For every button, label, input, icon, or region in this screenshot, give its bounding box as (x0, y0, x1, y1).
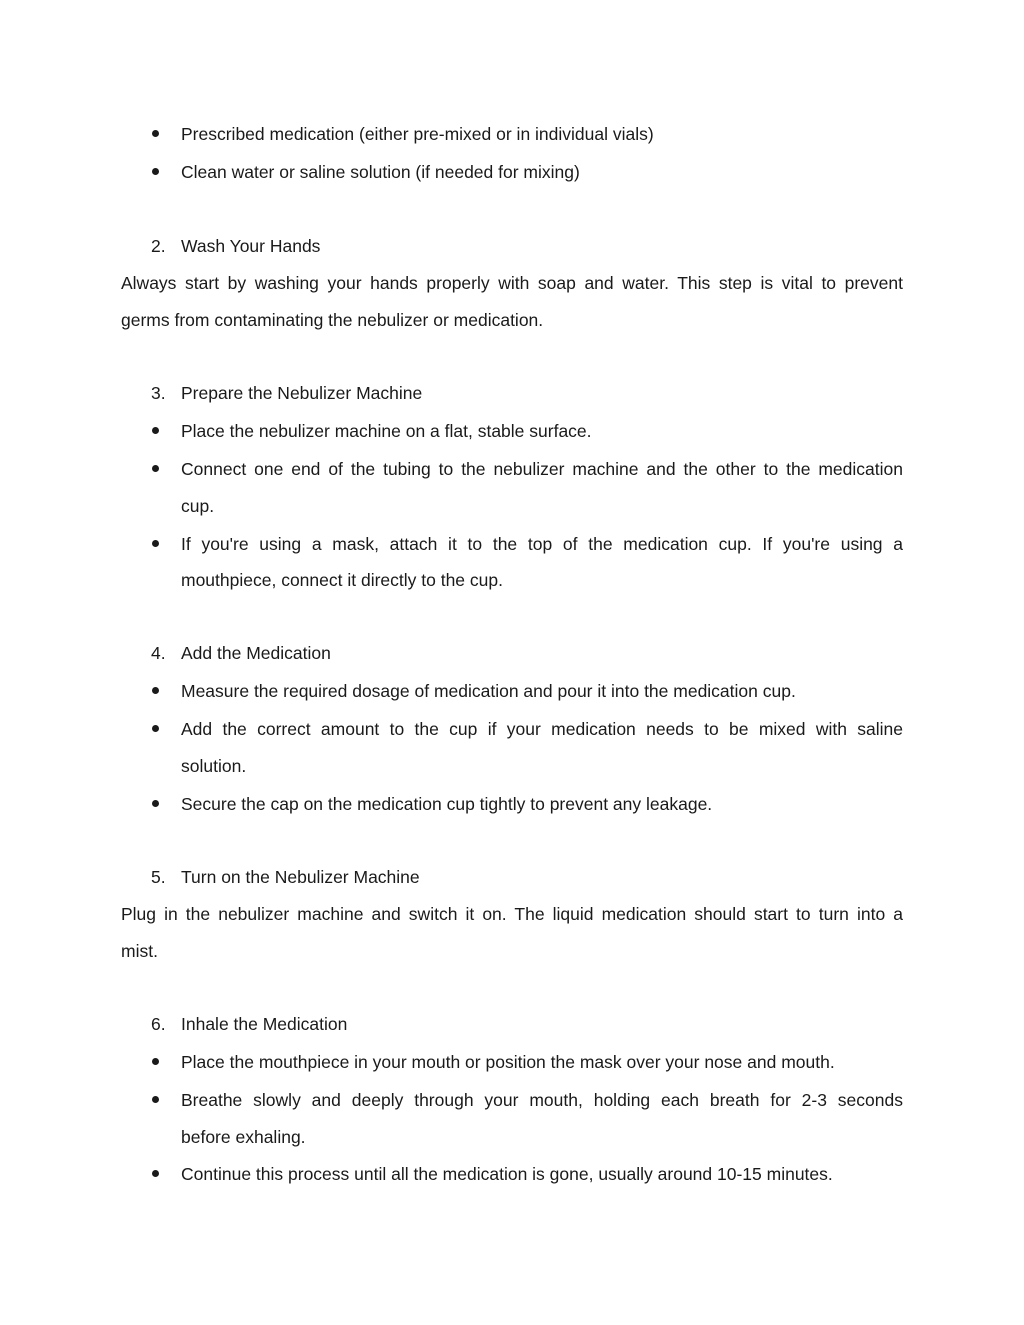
step-5-heading: Turn on the Nebulizer Machine (181, 867, 420, 887)
intro-bullet-2: Clean water or saline solution (if needed for mixing) (181, 162, 580, 182)
bullet-icon (152, 725, 159, 732)
bullet-icon (152, 687, 159, 694)
step-4-number: 4. (151, 643, 166, 663)
bullet-icon (152, 800, 159, 807)
step-4-heading: Add the Medication (181, 643, 331, 663)
bullet-icon (152, 465, 159, 472)
step-6-bullet-1: Place the mouthpiece in your mouth or position the mask over your nose and mouth. (181, 1052, 835, 1072)
bullet-icon (152, 1170, 159, 1177)
step-2-heading: Wash Your Hands (181, 236, 321, 256)
step-3-bullet-2-line-1: Connect one end of the tubing to the nebulizer machine and the other to the medication (181, 459, 903, 479)
step-6-bullet-2-line-1: Breathe slowly and deeply through your mouth, holding each breath for 2-3 seconds (181, 1090, 903, 1110)
step-3-bullet-2-line-2: cup. (181, 496, 215, 516)
step-3-number: 3. (151, 383, 166, 403)
step-4-bullet-2-line-2: solution. (181, 756, 247, 776)
step-3-heading: Prepare the Nebulizer Machine (181, 383, 423, 403)
step-2-number: 2. (151, 236, 166, 256)
bullet-icon (152, 1096, 159, 1103)
intro-bullet-1: Prescribed medication (either pre-mixed or in individual vials) (181, 124, 654, 144)
step-6-number: 6. (151, 1014, 166, 1034)
bullet-icon (152, 130, 159, 137)
step-6-bullet-3: Continue this process until all the medication is gone, usually around 10-15 minutes. (181, 1164, 833, 1184)
step-4-bullet-1: Measure the required dosage of medication and pour it into the medication cup. (181, 681, 796, 701)
bullet-icon (152, 168, 159, 175)
step-3-bullet-3-line-2: mouthpiece, connect it directly to the cup. (181, 570, 503, 590)
step-4-bullet-3: Secure the cap on the medication cup tightly to prevent any leakage. (181, 794, 713, 814)
step-3-bullet-3-line-1: If you're using a mask, attach it to the top of the medication cup. If you're using a (181, 534, 903, 554)
bullet-icon (152, 540, 159, 547)
bullet-icon (152, 427, 159, 434)
step-2-paragraph-line-2: germs from contaminating the nebulizer or medication. (121, 310, 544, 330)
step-5-number: 5. (151, 867, 166, 887)
step-5-paragraph-line-1: Plug in the nebulizer machine and switch it on. The liquid medication should start to turn into a (121, 904, 903, 924)
step-5-paragraph-line-2: mist. (121, 941, 158, 961)
step-2-paragraph-line-1: Always start by washing your hands properly with soap and water. This step is vital to prevent (121, 273, 903, 293)
step-6-bullet-2-line-2: before exhaling. (181, 1127, 306, 1147)
step-6-heading: Inhale the Medication (181, 1014, 348, 1034)
bullet-icon (152, 1058, 159, 1065)
step-3-bullet-1: Place the nebulizer machine on a flat, stable surface. (181, 421, 592, 441)
step-4-bullet-2-line-1: Add the correct amount to the cup if your medication needs to be mixed with saline (181, 719, 903, 739)
